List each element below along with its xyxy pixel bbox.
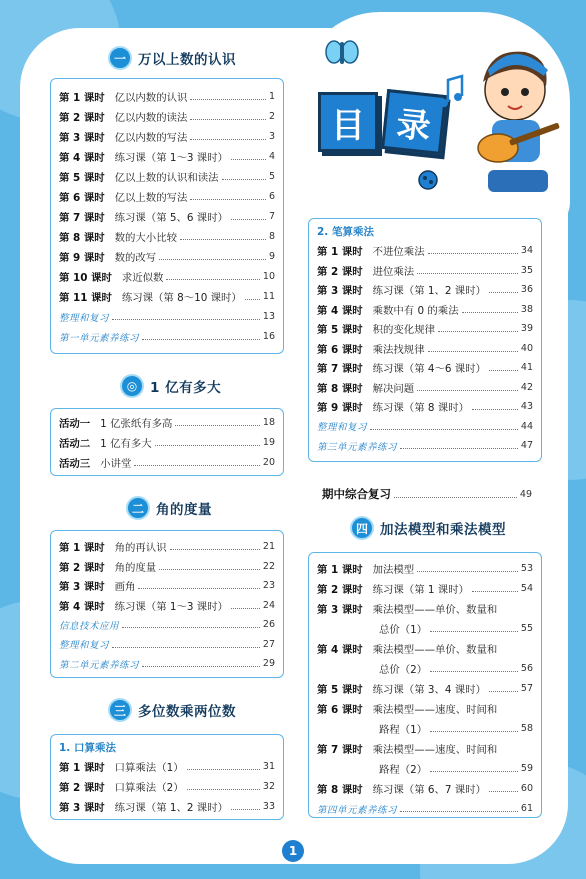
entry-label: 第 8 课时 <box>59 232 105 244</box>
entry-title: 不进位乘法 <box>372 246 425 258</box>
toc-entry-continued[interactable] <box>309 719 541 738</box>
toc-entry-continued[interactable] <box>309 759 541 778</box>
entry-title: 亿以内数的认识 <box>114 92 188 104</box>
toc-entry[interactable] <box>309 779 541 798</box>
leader-dots <box>155 445 260 446</box>
page-ref: 21 <box>262 541 275 552</box>
page-ref: 23 <box>262 580 275 591</box>
toc-box-unit-3-part-1 <box>50 734 284 820</box>
entry-title: 数的改写 <box>114 252 157 264</box>
leader-dots <box>142 339 260 340</box>
leader-dots <box>112 647 260 648</box>
toc-entry[interactable] <box>51 87 283 106</box>
leader-dots <box>245 299 260 300</box>
toc-entry[interactable] <box>51 413 283 432</box>
leader-dots <box>394 497 517 498</box>
leader-dots <box>138 588 259 589</box>
toc-entry[interactable] <box>309 241 541 260</box>
toc-entry[interactable] <box>309 639 541 658</box>
entry-label: 第 3 课时 <box>317 604 363 616</box>
page-ref: 19 <box>262 437 275 448</box>
entry-label: 第 1 课时 <box>59 92 105 104</box>
section-header-unit-4 <box>350 516 506 540</box>
entry-label: 第 1 课时 <box>317 246 363 258</box>
page-ref: 42 <box>520 381 533 393</box>
entry-title: 路程（1） <box>379 724 428 736</box>
entry-label: 第 11 课时 <box>59 292 112 304</box>
entry-label: 第 6 课时 <box>317 704 363 716</box>
page-ref: 27 <box>262 638 275 650</box>
entry-label: 第 2 课时 <box>59 561 105 574</box>
activity-badge-icon: ◎ <box>120 374 144 398</box>
page-ref: 59 <box>520 763 533 774</box>
leader-dots <box>190 99 266 100</box>
toc-entry[interactable] <box>51 167 283 186</box>
entry-label: 第 3 课时 <box>317 285 363 297</box>
toc-entry[interactable] <box>309 559 541 578</box>
page-ref: 57 <box>520 683 533 694</box>
entry-title: 练习课（第 8～10 课时） <box>121 292 242 304</box>
leader-dots <box>134 465 260 466</box>
toc-box-unit-3-part-2 <box>308 218 542 462</box>
entry-title: 乘法模型——速度、时间和 <box>372 744 498 756</box>
toc-entry[interactable] <box>309 358 541 377</box>
toc-entry[interactable] <box>51 797 283 816</box>
page-ref: 32 <box>262 781 275 792</box>
page-ref: 43 <box>520 401 533 412</box>
leader-dots <box>430 771 518 772</box>
entry-title: 练习课（第 8 课时） <box>372 402 469 414</box>
entry-title: 路程（2） <box>379 764 428 776</box>
leader-dots <box>180 239 266 240</box>
page-ref: 6 <box>268 191 275 202</box>
leader-dots <box>190 199 266 200</box>
leader-dots <box>428 253 518 254</box>
entry-label: 第 8 课时 <box>317 784 363 796</box>
page-ref: 47 <box>520 440 533 451</box>
entry-title: 总价（2） <box>379 664 428 676</box>
entry-label: 第 5 课时 <box>59 172 105 184</box>
toc-entry[interactable] <box>309 679 541 698</box>
page-ref: 34 <box>520 245 533 256</box>
leader-dots <box>222 179 266 180</box>
entry-title: 亿以内数的读法 <box>114 112 188 124</box>
entry-label: 第 3 课时 <box>59 132 105 144</box>
page-ref: 31 <box>262 761 275 772</box>
toc-entry-midterm[interactable] <box>322 486 532 502</box>
entry-label: 第 9 课时 <box>59 252 105 264</box>
entry-label: 第 1 课时 <box>317 564 363 576</box>
leader-dots <box>190 139 266 140</box>
toc-entry[interactable] <box>51 777 283 796</box>
toc-entry[interactable] <box>51 147 283 166</box>
toc-entry[interactable] <box>309 300 541 319</box>
subsection-title: 2. 笔算乘法 <box>317 226 374 238</box>
leader-dots <box>231 159 266 160</box>
leader-dots <box>231 608 260 609</box>
entry-title: 整理和复习 <box>59 312 110 324</box>
page-ref: 55 <box>520 623 533 634</box>
toc-entry[interactable] <box>51 537 283 556</box>
leader-dots <box>472 409 518 410</box>
leader-dots <box>112 319 260 320</box>
page-ref: 24 <box>262 599 275 611</box>
entry-label: 第 7 课时 <box>59 212 105 224</box>
leader-dots <box>231 809 260 810</box>
entry-title: 角的再认识 <box>114 542 167 554</box>
page-ref: 20 <box>262 457 275 468</box>
page-ref: 13 <box>262 311 275 322</box>
entry-label: 第 2 课时 <box>59 112 105 124</box>
leader-dots <box>400 448 518 449</box>
entry-title: 练习课（第 3、4 课时） <box>372 684 486 696</box>
unit-badge: 三 <box>108 698 132 722</box>
section-title: 1 亿有多大 <box>150 380 222 396</box>
entry-title: 乘法模型——单价、数量和 <box>372 604 498 616</box>
toc-entry[interactable] <box>309 699 541 718</box>
page-ref: 9 <box>268 251 275 262</box>
entry-title: 数的大小比较 <box>114 232 177 244</box>
toc-entry[interactable] <box>51 247 283 266</box>
entry-title: 信息技术应用 <box>59 620 120 632</box>
leader-dots <box>187 789 260 790</box>
entry-title: 进位乘法 <box>372 265 415 278</box>
page-ref: 49 <box>519 488 532 500</box>
page-ref: 29 <box>262 658 275 669</box>
page-ref: 18 <box>262 417 275 428</box>
toc-entry[interactable] <box>51 287 283 306</box>
page-ref: 2 <box>268 111 275 122</box>
leader-dots <box>170 549 260 550</box>
page-ref: 54 <box>520 583 533 594</box>
entry-title: 亿以内数的写法 <box>114 132 188 144</box>
leader-dots <box>489 292 518 293</box>
entry-title: 总价（1） <box>379 624 428 636</box>
page-ref: 7 <box>268 211 275 222</box>
entry-title: 加法模型 <box>372 564 415 576</box>
page-ref: 61 <box>520 803 533 814</box>
section-header-unit-2 <box>126 496 212 520</box>
toc-box-activity <box>50 408 284 476</box>
entry-title: 角的度量 <box>114 561 157 574</box>
toc-entry[interactable] <box>309 799 541 818</box>
entry-title: 乘法模型——速度、时间和 <box>372 704 498 716</box>
toc-box-unit-1 <box>50 78 284 354</box>
section-header-unit-3 <box>108 698 236 722</box>
entry-label: 第 4 课时 <box>59 152 105 164</box>
unit-badge: 四 <box>350 516 374 540</box>
toc-entry[interactable] <box>51 307 283 326</box>
page-ref: 10 <box>262 271 275 282</box>
entry-label: 活动三 <box>59 458 91 470</box>
entry-title: 练习课（第 1 课时） <box>372 584 469 596</box>
toc-entry[interactable] <box>309 397 541 416</box>
entry-title: 练习课（第 4～6 课时） <box>372 363 486 375</box>
page-ref: 11 <box>262 291 275 302</box>
entry-label: 第 4 课时 <box>317 644 363 656</box>
entry-title: 口算乘法（1） <box>114 762 184 774</box>
page-ref: 8 <box>268 231 275 242</box>
entry-title: 亿以上数的认识和读法 <box>114 172 219 184</box>
toc-entry[interactable] <box>51 433 283 452</box>
leader-dots <box>417 390 518 391</box>
section-title: 角的度量 <box>156 502 212 518</box>
leader-dots <box>175 425 259 426</box>
entry-title: 乘法模型——单价、数量和 <box>372 644 498 656</box>
entry-title: 练习课（第 5、6 课时） <box>114 212 228 224</box>
page-ref: 35 <box>520 264 533 276</box>
entry-title: 整理和复习 <box>317 422 368 433</box>
entry-title: 小讲堂 <box>100 458 132 470</box>
leader-dots <box>430 731 518 732</box>
entry-label: 第 5 课时 <box>317 324 363 336</box>
toc-entry[interactable] <box>51 207 283 226</box>
toc-entry[interactable] <box>309 436 541 455</box>
entry-label: 第 4 课时 <box>317 304 363 317</box>
entry-title: 口算乘法（2） <box>114 782 184 794</box>
toc-entry[interactable] <box>51 757 283 776</box>
section-header-unit-1 <box>108 46 236 70</box>
page-ref: 1 <box>268 91 275 102</box>
toc-entry[interactable] <box>51 557 283 576</box>
section-header-activity <box>120 374 221 398</box>
entry-label: 第 7 课时 <box>317 363 363 375</box>
page-ref: 44 <box>520 420 533 432</box>
page-ref: 41 <box>520 362 533 373</box>
toc-entry[interactable] <box>51 635 283 654</box>
page-number: 1 <box>282 840 304 862</box>
toc-entry[interactable] <box>309 599 541 618</box>
toc-entry[interactable] <box>51 576 283 595</box>
entry-label: 第 6 课时 <box>317 343 363 356</box>
toc-entry-continued[interactable] <box>309 659 541 678</box>
entry-label: 第 1 课时 <box>59 762 105 774</box>
page-ref: 3 <box>268 131 275 142</box>
leader-dots <box>430 671 518 672</box>
entry-title: 第一单元素养练习 <box>59 332 140 344</box>
section-title: 万以上数的认识 <box>138 52 236 68</box>
toc-entry[interactable] <box>51 107 283 126</box>
entry-label: 第 3 课时 <box>59 581 105 593</box>
entry-label: 第 10 课时 <box>59 272 112 284</box>
page-ref: 56 <box>520 663 533 674</box>
unit-badge: 二 <box>126 496 150 520</box>
entry-title: 积的变化规律 <box>372 324 435 336</box>
toc-entry[interactable] <box>309 579 541 598</box>
leader-dots <box>417 273 518 274</box>
page-ref: 16 <box>262 331 275 342</box>
toc-entry[interactable] <box>51 227 283 246</box>
page-ref: 22 <box>262 560 275 572</box>
toc-entry[interactable] <box>309 339 541 358</box>
entry-title: 第三单元素养练习 <box>317 441 398 453</box>
section-title: 多位数乘两位数 <box>138 704 236 720</box>
leader-dots <box>489 370 518 371</box>
leader-dots <box>417 571 518 572</box>
leader-dots <box>400 811 518 812</box>
page-ref: 60 <box>520 783 533 794</box>
leader-dots <box>428 351 518 352</box>
toc-entry[interactable] <box>51 267 283 286</box>
leader-dots <box>370 429 518 430</box>
leader-dots <box>430 631 518 632</box>
entry-title: 练习课（第 1～3 课时） <box>114 152 228 164</box>
boy-icon <box>478 52 560 192</box>
entry-title: 求近似数 <box>121 272 164 284</box>
leader-dots <box>190 119 266 120</box>
entry-label: 第 3 课时 <box>59 802 105 814</box>
entry-title: 1 亿有多大 <box>100 438 152 450</box>
toc-entry-continued[interactable] <box>309 619 541 638</box>
entry-label: 第 9 课时 <box>317 402 363 414</box>
toc-entry[interactable] <box>51 327 283 346</box>
title-char: 录 <box>381 89 447 155</box>
leader-dots <box>489 691 518 692</box>
page-ref: 38 <box>520 303 533 315</box>
entry-title: 乘数中有 0 的乘法 <box>372 304 459 317</box>
leader-dots <box>122 627 260 628</box>
leader-dots <box>166 279 259 280</box>
toc-entry[interactable] <box>51 615 283 634</box>
entry-title: 第四单元素养练习 <box>317 804 398 816</box>
entry-label: 第 4 课时 <box>59 600 105 613</box>
leader-dots <box>159 569 260 570</box>
entry-label: 第 2 课时 <box>317 265 363 278</box>
title-char: 目 <box>318 92 378 152</box>
toc-box-unit-4 <box>308 552 542 818</box>
entry-label: 期中综合复习 <box>322 487 391 501</box>
page-ref: 40 <box>520 342 533 354</box>
section-title: 加法模型和乘法模型 <box>380 522 506 538</box>
leader-dots <box>462 312 518 313</box>
toc-entry[interactable] <box>309 261 541 280</box>
leader-dots <box>231 219 266 220</box>
entry-title: 解决问题 <box>372 382 415 395</box>
entry-label: 第 5 课时 <box>317 684 363 696</box>
leader-dots <box>187 769 260 770</box>
toc-entry[interactable] <box>51 596 283 615</box>
toc-entry[interactable] <box>309 417 541 436</box>
entry-title: 练习课（第 1、2 课时） <box>372 285 486 297</box>
leader-dots <box>489 791 518 792</box>
music-note-icon <box>440 76 462 107</box>
ladybug-icon <box>419 171 437 189</box>
page-ref: 26 <box>262 619 275 630</box>
toc-entry[interactable] <box>309 280 541 299</box>
entry-title: 整理和复习 <box>59 640 110 651</box>
entry-title: 练习课（第 6、7 课时） <box>372 784 486 796</box>
leader-dots <box>472 591 518 592</box>
butterfly-icon <box>326 41 358 64</box>
entry-title: 练习课（第 1、2 课时） <box>114 802 228 814</box>
page-ref: 58 <box>520 723 533 734</box>
entry-label: 第 1 课时 <box>59 542 105 554</box>
entry-title: 第二单元素养练习 <box>59 659 140 671</box>
page-ref: 5 <box>268 171 275 182</box>
toc-entry[interactable] <box>51 654 283 673</box>
toc-entry[interactable] <box>309 739 541 758</box>
page-ref: 53 <box>520 563 533 574</box>
toc-entry[interactable] <box>51 127 283 146</box>
leader-dots <box>159 259 266 260</box>
entry-title: 练习课（第 1～3 课时） <box>114 600 228 613</box>
toc-box-unit-2 <box>50 530 284 678</box>
toc-entry[interactable] <box>51 453 283 472</box>
leader-dots <box>438 331 518 332</box>
toc-entry[interactable] <box>309 378 541 397</box>
entry-title: 1 亿张纸有多高 <box>100 418 173 430</box>
entry-label: 第 6 课时 <box>59 192 105 204</box>
entry-label: 活动一 <box>59 418 91 430</box>
entry-title: 乘法找规律 <box>372 343 425 356</box>
entry-label: 第 2 课时 <box>59 782 105 794</box>
page-ref: 36 <box>520 284 533 295</box>
illustration <box>320 30 570 200</box>
entry-label: 第 7 课时 <box>317 744 363 756</box>
toc-entry[interactable] <box>51 187 283 206</box>
leader-dots <box>142 666 260 667</box>
unit-badge: 一 <box>108 46 132 70</box>
toc-entry[interactable] <box>309 319 541 338</box>
subsection-title: 1. 口算乘法 <box>59 742 116 754</box>
entry-title: 画角 <box>114 581 136 593</box>
page-ref: 33 <box>262 801 275 812</box>
page-ref: 4 <box>268 151 275 162</box>
entry-title: 亿以上数的写法 <box>114 192 188 204</box>
entry-label: 活动二 <box>59 438 91 450</box>
entry-label: 第 2 课时 <box>317 584 363 596</box>
entry-label: 第 8 课时 <box>317 382 363 395</box>
page-ref: 39 <box>520 323 533 334</box>
